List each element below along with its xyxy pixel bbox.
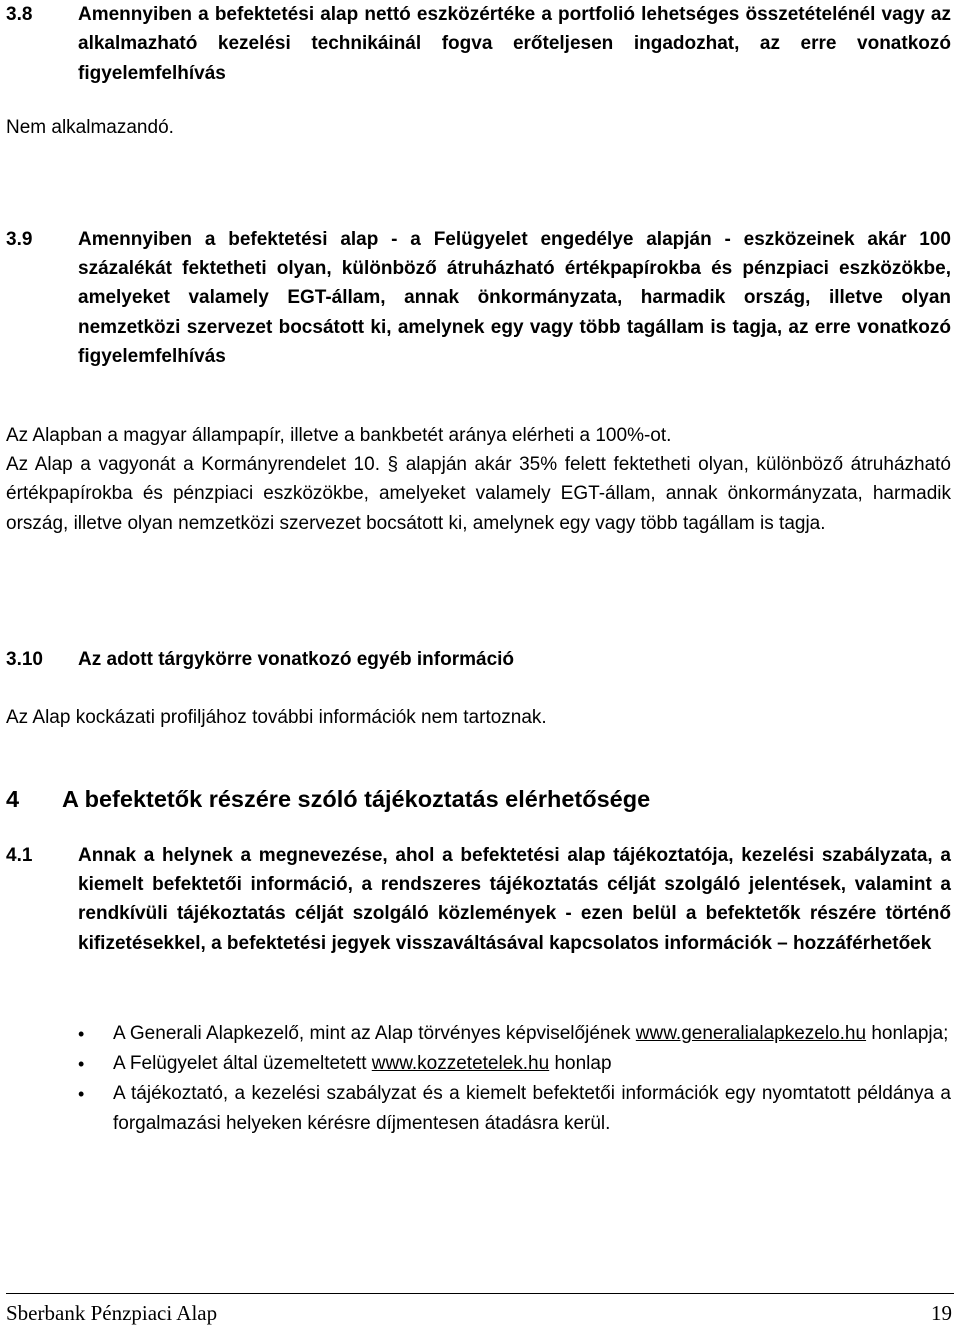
kozzetetelek-link[interactable]: www.kozzetetelek.hu: [371, 1053, 550, 1074]
section-3-10-body: Az Alap kockázati profiljához további információk nem tartoznak.: [6, 707, 547, 728]
section-4-1-heading: Annak a helynek a megnevezése, ahol a befektetési alap tájékoztatója, kezelési szabályzata, a kiemelt befektetői információ, a rendszeres tájékoztatás célját szolgáló jelentések, valamint a rendkívüli tájékoztatás célját szolgáló közlemények - ezen belül a befektetők részére történő kifizetésekkel, a befektetési jegyek visszaváltásával kapcsolatos információk – hozzáférhetőek: [78, 845, 951, 954]
bullet-text-end: honlap: [549, 1053, 612, 1074]
page-number: 19: [931, 1301, 952, 1325]
bullet-icon: •: [78, 1024, 85, 1044]
bullet-text: A Felügyelet által üzemeltetett: [113, 1053, 372, 1074]
list-item: [78, 1019, 951, 1049]
list-item: [78, 1079, 951, 1139]
chapter-4-number: 4: [6, 786, 20, 812]
bullet-text-end: honlapja;: [866, 1023, 949, 1044]
section-3-8-body: Nem alkalmazandó.: [6, 117, 174, 138]
chapter-4-heading: [6, 786, 650, 813]
section-3-9-body: [6, 421, 951, 538]
bullet-icon: •: [78, 1084, 85, 1104]
section-3-10-heading: Az adott tárgykörre vonatkozó egyéb információ: [78, 649, 515, 670]
generali-link[interactable]: www.generalialapkezelo.hu: [635, 1023, 867, 1044]
section-4-1-number: 4.1: [6, 845, 33, 866]
footer-title: Sberbank Pénzpiaci Alap: [6, 1301, 218, 1325]
bullet-icon: •: [78, 1054, 85, 1074]
section-3-8-heading: Amennyiben a befektetési alap nettó eszközértéke a portfolió lehetséges összetételénél vagy az alkalmazható kezelési technikáinál fogva erőteljesen ingadozhat, az erre vonatkozó figyelemfelhívás: [78, 4, 951, 84]
access-points-list: [78, 1019, 951, 1139]
section-3-10-number: 3.10: [6, 649, 43, 670]
chapter-4-title: A befektetők részére szóló tájékoztatás elérhetősége: [62, 786, 651, 812]
section-3-9-number: 3.9: [6, 229, 33, 250]
list-item: [78, 1049, 951, 1079]
section-3-9-body-line1: Az Alapban a magyar állampapír, illetve a bankbetét aránya elérheti a 100%-ot.: [6, 425, 672, 446]
section-3-9-body-line2: Az Alap a vagyonát a Kormányrendelet 10. § alapján akár 35% felett fektetheti olyan, különböző átruházható értékpapírokba és pénzpiaci eszközökbe, amelyeket valamely EGT-állam, annak önkormányzata, harmadik ország, illetve olyan nemzetközi szervezet bocsátott ki, amelynek egy vagy több tagállam is tagja.: [6, 454, 951, 534]
bullet-text: A Generali Alapkezelő, mint az Alap törvényes képviselőjének: [113, 1023, 636, 1044]
bullet-text: A tájékoztató, a kezelési szabályzat és a kiemelt befektetői információk egy nyomtatott példánya a forgalmazási helyeken kérésre díjmentesen átadásra kerül.: [113, 1083, 951, 1134]
footer-divider: [6, 1293, 954, 1294]
section-3-9-heading: Amennyiben a befektetési alap - a Felügyelet engedélye alapján - eszközeinek akár 100 százalékát fektetheti olyan, különböző átruházható értékpapírokba és pénzpiaci eszközökbe, amelyeket valamely EGT-állam, annak önkormányzata, harmadik ország, illetve olyan nemzetközi szervezet bocsátott ki, amelynek egy vagy több tagállam is tagja, az erre vonatkozó figyelemfelhívás: [78, 229, 951, 367]
section-3-8-number: 3.8: [6, 4, 33, 25]
